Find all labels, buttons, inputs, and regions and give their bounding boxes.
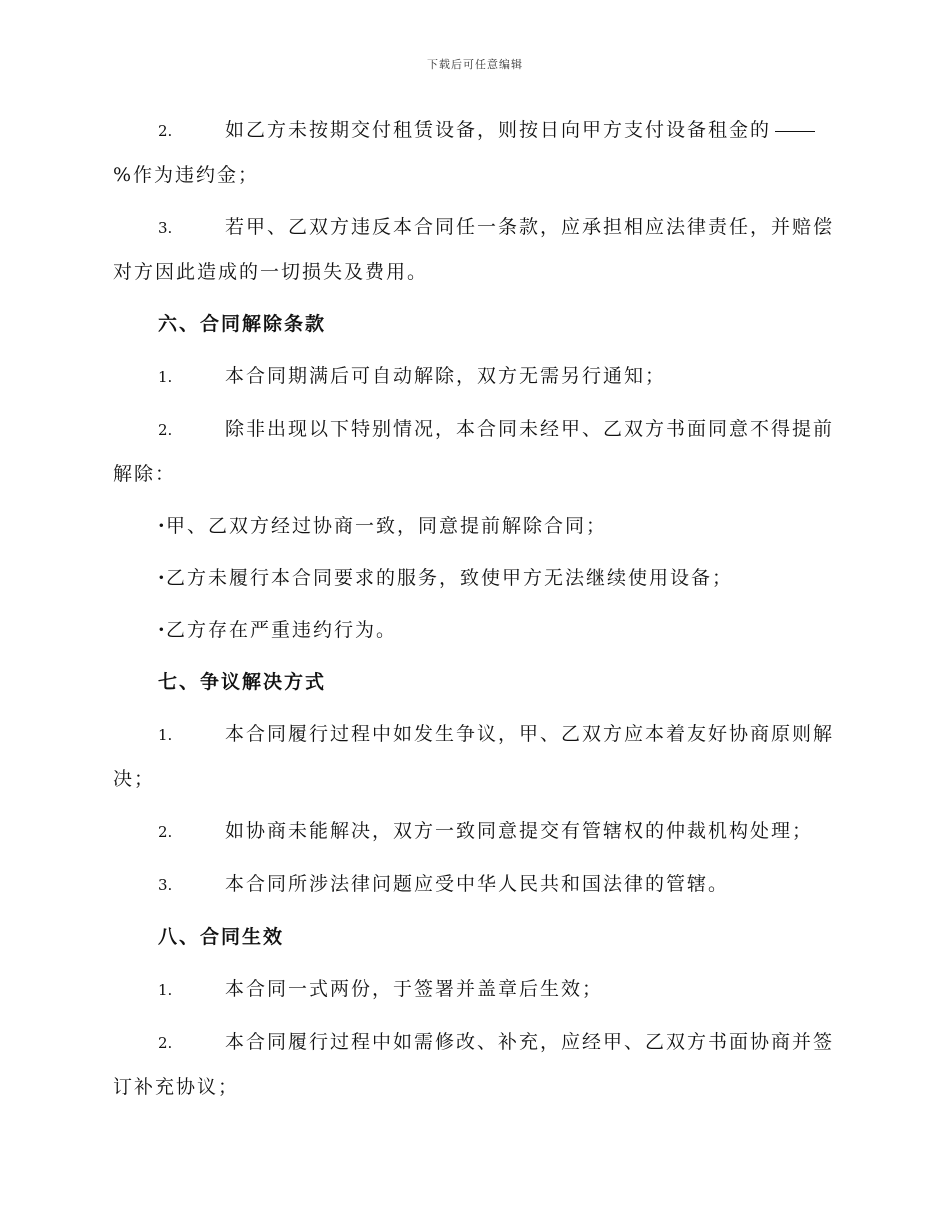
- bullet-dot: ·: [158, 619, 167, 641]
- clause-8-item-2: [113, 1020, 835, 1109]
- clause-6-item-2: [113, 407, 835, 496]
- item-number: 1.: [158, 726, 173, 744]
- bullet-text: 乙方存在严重违约行为。: [166, 619, 398, 641]
- section-heading-7: 七、争议解决方式: [158, 671, 327, 693]
- item-text: 若甲、乙双方违反本合同任一条款，应承担相应法律责任，并赔偿对方因此造成的一切损失及费用。: [113, 216, 835, 283]
- bullet-text: 乙方未履行本合同要求的服务，致使甲方无法继续使用设备；: [166, 567, 734, 589]
- bullet-dot: ·: [158, 567, 167, 589]
- section-heading-8: 八、合同生效: [158, 926, 285, 948]
- item-number: 2.: [158, 421, 173, 439]
- item-text-continued: %作为违约金；: [113, 164, 260, 186]
- item-number: 3.: [158, 219, 173, 237]
- item-text: 本合同所涉法律问题应受中华人民共和国法律的管辖。: [225, 873, 730, 895]
- item-number: 2.: [158, 823, 173, 841]
- bullet-item: [113, 608, 835, 652]
- clause-5-item-2: [113, 108, 835, 197]
- item-text: 本合同期满后可自动解除，双方无需另行通知；: [225, 365, 667, 387]
- item-number: 2.: [158, 122, 173, 140]
- item-text: 本合同一式两份，于签署并盖章后生效；: [225, 978, 604, 1000]
- bullet-text: 甲、乙双方经过协商一致，同意提前解除合同；: [166, 515, 608, 537]
- item-text: 本合同履行过程中如发生争议，甲、乙双方应本着友好协商原则解决；: [113, 723, 835, 790]
- clause-7-item-1: [113, 712, 835, 801]
- item-number: 2.: [158, 1034, 173, 1052]
- bullet-item: [113, 556, 835, 600]
- item-number: 3.: [158, 876, 173, 894]
- item-text: 本合同履行过程中如需修改、补充，应经甲、乙双方书面协商并签订补充协议；: [113, 1031, 835, 1098]
- item-text: 如协商未能解决，双方一致同意提交有管辖权的仲裁机构处理；: [225, 820, 814, 842]
- bullet-item: [113, 504, 835, 548]
- item-text: 如乙方未按期交付租赁设备，则按日向甲方支付设备租金的: [225, 119, 772, 141]
- bullet-dot: ·: [158, 515, 167, 537]
- section-heading-6: 六、合同解除条款: [158, 313, 327, 335]
- clause-5-item-3: [113, 205, 835, 294]
- fill-in-blank: [775, 130, 815, 132]
- item-number: 1.: [158, 981, 173, 999]
- item-text: 除非出现以下特别情况，本合同未经甲、乙双方书面同意不得提前解除：: [113, 418, 835, 485]
- clause-7-item-2: [113, 809, 835, 854]
- clause-7-item-3: [113, 862, 835, 907]
- clause-6-item-1: [113, 354, 835, 399]
- page-header: 下载后可任意编辑: [427, 58, 523, 71]
- document-body: [113, 108, 835, 1117]
- item-number: 1.: [158, 368, 173, 386]
- clause-8-item-1: [113, 967, 835, 1012]
